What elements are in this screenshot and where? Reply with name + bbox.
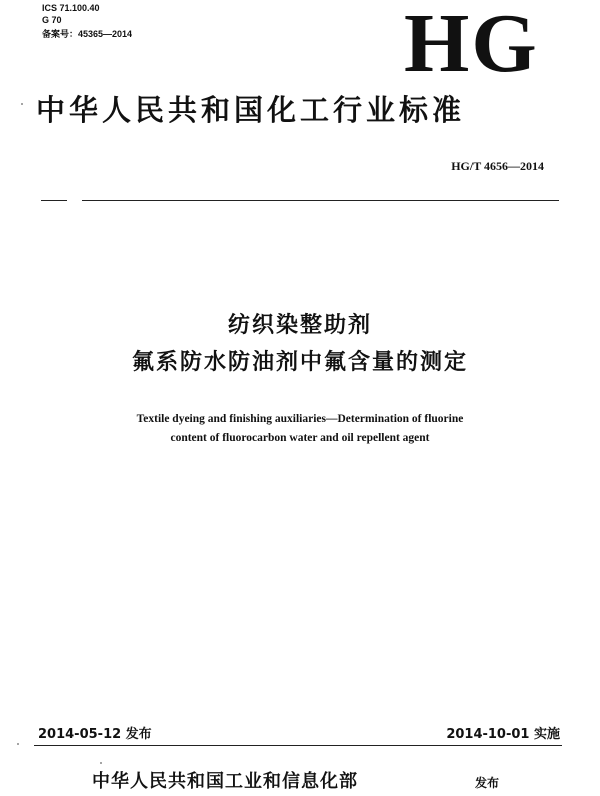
hg-logo: HG — [404, 0, 539, 90]
implementation-date: 2014-10-01 实施 — [446, 727, 560, 742]
header-rule-long — [82, 200, 559, 201]
scan-speck — [21, 103, 23, 105]
title-en-line1: Textile dyeing and finishing auxiliaries—Determination of fluorine — [136, 413, 464, 425]
footer-rule — [34, 745, 562, 746]
header-rule-short — [41, 200, 67, 201]
standard-category: 中华人民共和国化工行业标准 — [36, 93, 466, 127]
publisher-name: 中华人民共和国工业和信息化部 — [92, 771, 358, 792]
publish-label: 发布 — [475, 776, 500, 790]
record-number: 备案号：45365—2014 — [42, 29, 133, 39]
standard-number: HG/T 4656—2014 — [451, 159, 544, 173]
scan-speck — [100, 762, 102, 764]
title-cn-line2: 氟系防水防油剂中氟含量的测定 — [131, 350, 468, 375]
title-cn-line1: 纺织染整助剂 — [227, 313, 372, 338]
ics-code: ICS 71.100.40 — [42, 3, 100, 13]
title-en-line2: content of fluorocarbon water and oil repellent agent — [170, 432, 430, 444]
ccs-code: G 70 — [42, 15, 62, 25]
scan-speck — [17, 743, 19, 745]
issue-date: 2014-05-12 发布 — [38, 727, 152, 742]
